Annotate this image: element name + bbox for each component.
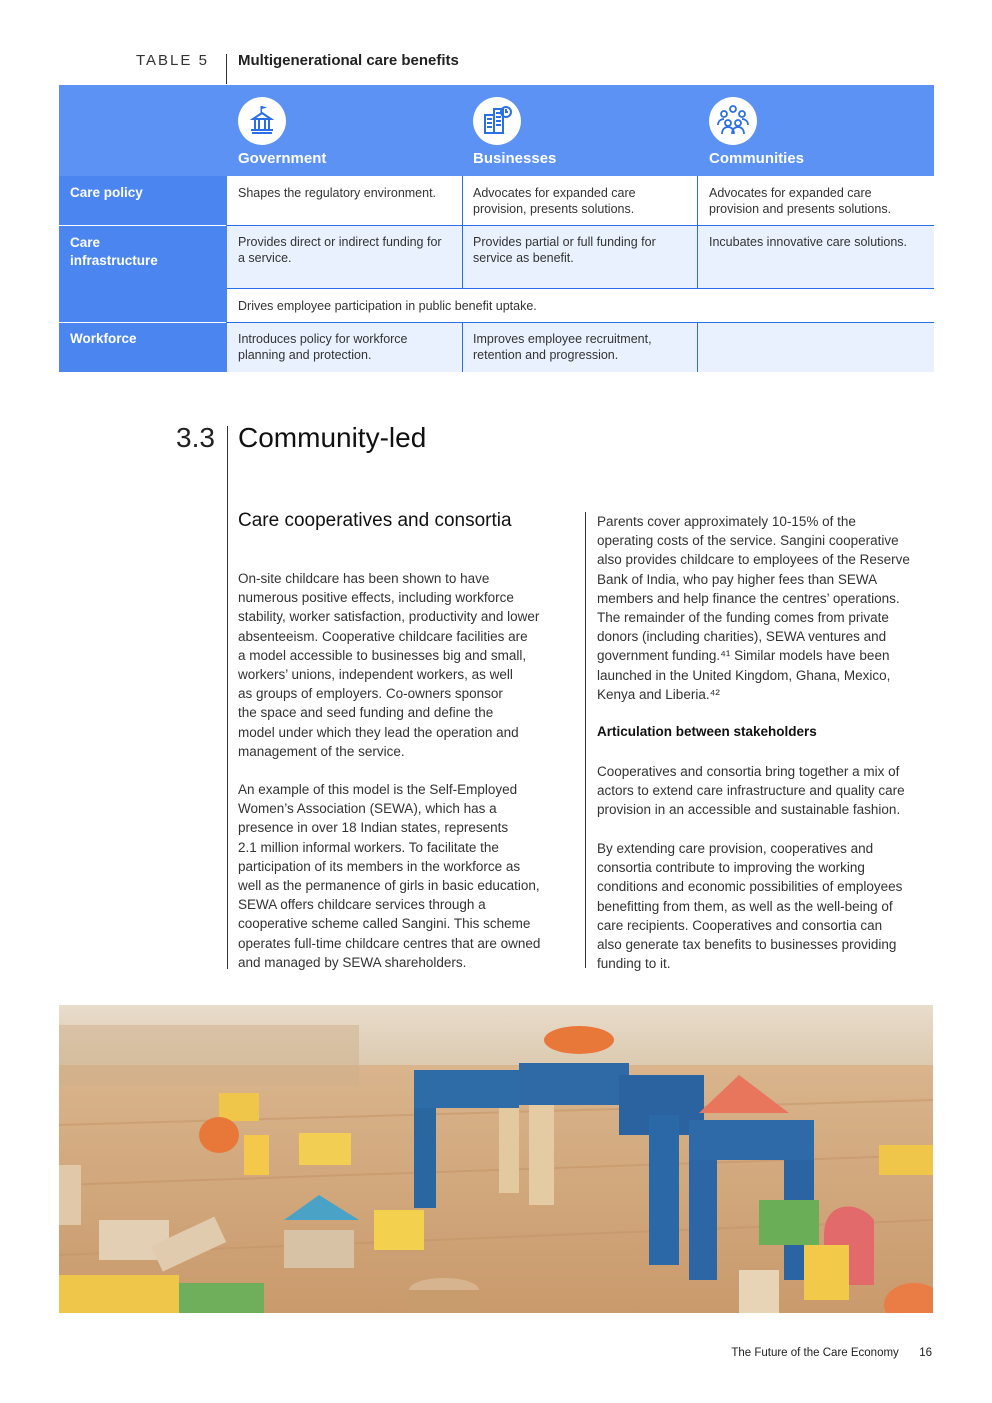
column-divider: [585, 512, 586, 968]
row-label-workforce: Workforce: [70, 331, 137, 346]
publication-title: The Future of the Care Economy: [731, 1347, 899, 1359]
table-rule-vertical: [462, 322, 463, 372]
table-rule-vertical: [697, 176, 698, 288]
right-paragraph-3: By extending care provision, cooperatives and consortia contribute to improving the working conditions and economic possibilities of employees benefitting from them, as well as the well-being of care recipients. Cooperatives and consortia can also generate tax benefits to businesses providing funding to it.: [597, 841, 903, 972]
subheading: Care cooperatives and consortia: [238, 510, 512, 531]
cell-care-policy-businesses: Advocates for expanded care provision, presents solutions.: [473, 186, 636, 216]
wooden-blocks-photo: [59, 1005, 933, 1313]
right-paragraph-1: Parents cover approximately 10-15% of the operating costs of the service. Sangini cooperative also provides childcare to employees of the Reserve Bank of India, who pay higher fees than SEWA members and help finance the centres’ operations. The remainder of the funding comes from private donors (including charities), SEWA ventures and government funding.⁴¹ Similar models have been launched in the United Kingdom, Ghana, Mexico, Kenya and Liberia.⁴²: [597, 514, 910, 702]
table-rule-vertical: [697, 322, 698, 372]
cell-care-infrastructure-span: Drives employee participation in public benefit uptake.: [238, 299, 537, 313]
table-rule: [226, 225, 934, 226]
column-header-businesses: Businesses: [473, 150, 557, 167]
section-divider: [227, 426, 228, 969]
table-label: TABLE 5: [136, 52, 209, 69]
caption-divider: [226, 54, 227, 84]
row-label-care-infrastructure: Care infrastructure: [70, 235, 158, 268]
left-paragraph-1: On-site childcare has been shown to have numerous positive effects, including workforce stability, worker satisfaction, productivity and lower absenteeism. Cooperative childcare facilities are a model accessible to businesses big and small, workers’ unions, independent workers, as well as groups of employers. Co-owners sponsor the space and seed funding and define the model under which they lead the operation and management of the service.: [238, 571, 540, 759]
benefits-table: [59, 85, 934, 372]
left-paragraph-2: An example of this model is the Self-Employed Women’s Association (SEWA), which has a presence in over 18 Indian states, represents 2.1 million informal workers. To facilitate the participation of its members in the workforce as well as the permanence of girls in basic education, SEWA offers childcare services through a cooperative scheme called Sangini. This scheme operates full-time childcare centres that are owned and managed by SEWA shareholders.: [238, 782, 541, 970]
table-rule: [226, 322, 934, 323]
row-label-divider: [59, 225, 226, 226]
table-rule: [226, 288, 934, 289]
cell-care-policy-government: Shapes the regulatory environment.: [238, 186, 437, 200]
row-label-divider: [59, 322, 226, 323]
office-buildings-icon: [473, 97, 521, 145]
table-title: Multigenerational care benefits: [238, 52, 459, 69]
page-number: 16: [919, 1347, 932, 1359]
section-title: Community-led: [238, 422, 427, 453]
community-people-icon: [709, 97, 757, 145]
cell-care-policy-communities: Advocates for expanded care provision and presents solutions.: [709, 186, 892, 216]
right-paragraph-2: Cooperatives and consortia bring together a mix of actors to extend care infrastructure and quality care provision in an accessible and sustainable fashion.: [597, 764, 905, 818]
cell-care-infrastructure-businesses: Provides partial or full funding for service as benefit.: [473, 235, 656, 265]
table-rule-vertical: [462, 176, 463, 288]
column-header-communities: Communities: [709, 150, 805, 167]
government-building-icon: [238, 97, 286, 145]
cell-workforce-businesses: Improves employee recruitment, retention and progression.: [473, 332, 652, 362]
table-rule-vertical: [226, 176, 227, 372]
page-footer: [731, 1347, 932, 1359]
row-label-care-policy: Care policy: [70, 185, 143, 200]
section-number: 3.3: [176, 422, 215, 453]
cell-care-infrastructure-communities: Incubates innovative care solutions.: [709, 235, 908, 249]
cell-workforce-government: Introduces policy for workforce planning and protection.: [238, 332, 408, 362]
right-minihead: Articulation between stakeholders: [597, 724, 817, 739]
column-header-government: Government: [238, 150, 327, 167]
cell-care-infrastructure-government: Provides direct or indirect funding for a service.: [238, 235, 442, 265]
